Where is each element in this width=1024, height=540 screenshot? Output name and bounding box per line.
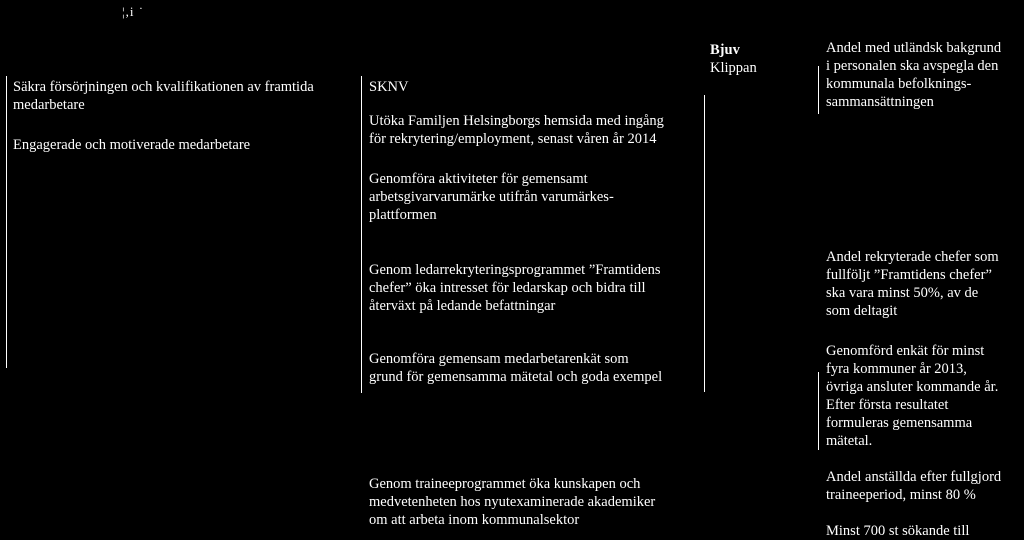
- activity-line: arbetsgivarvarumärke utifrån varumärkes-: [369, 189, 614, 205]
- activity-website: [369, 112, 664, 148]
- activity-staff-survey: [369, 350, 662, 386]
- activity-line: Genomföra gemensam medarbetarenkät som: [369, 351, 629, 367]
- activity-line: för rekrytering/employment, senast våren år 2014: [369, 131, 657, 147]
- measure-line: Andel med utländsk bakgrund: [826, 40, 1002, 56]
- municipality-klippan: Klippan: [710, 60, 757, 76]
- goal-line: Engagerade och motiverade medarbetare: [13, 137, 251, 153]
- measure-line: mätetal.: [826, 433, 873, 449]
- activity-line: chefer” öka intresset för ledarskap och bidra till: [369, 280, 646, 296]
- column-divider-measures: [818, 66, 819, 114]
- activity-line: plattformen: [369, 207, 437, 223]
- measure-line: Andel rekryterade chefer som: [826, 249, 999, 265]
- activity-employer-brand: [369, 170, 614, 224]
- activity-line: Genom ledarrekryteringsprogrammet ”Framtidens: [369, 262, 661, 278]
- measure-line: i personalen ska avspegla den: [826, 58, 999, 74]
- measure-line: övriga ansluter kommande år.: [826, 379, 999, 395]
- goal-line: medarbetare: [13, 97, 85, 113]
- activity-line: Genom traineeprogrammet öka kunskapen och: [369, 476, 641, 492]
- activity-line: återväxt på ledande befattningar: [369, 298, 556, 314]
- activity-line: om att arbeta inom kommunalsektor: [369, 512, 580, 528]
- measure-foreign-background: [826, 39, 1001, 111]
- measure-line: [826, 504, 1001, 522]
- activity-leadership-program: [369, 261, 661, 315]
- column-divider-left: [6, 76, 7, 368]
- responsible-municipalities: [710, 41, 757, 77]
- measure-leadership-completion: [826, 248, 999, 320]
- measure-line: sammansättningen: [826, 94, 934, 110]
- measure-line: som deltagit: [826, 303, 898, 319]
- measure-line: Genomförd enkät för minst: [826, 343, 985, 359]
- activity-line: Utöka Familjen Helsingborgs hemsida med ingång: [369, 113, 664, 129]
- measure-line: formuleras gemensamma: [826, 415, 973, 431]
- measure-line: traineeperiod, minst 80 %: [826, 487, 976, 503]
- goal-secure-staffing: [13, 78, 314, 114]
- header-scan-mark: ¦,i ˙: [122, 4, 145, 19]
- measure-line: fullföljt ”Framtidens chefer”: [826, 267, 992, 283]
- activity-line: medvetenheten hos nyutexaminerade akademiker: [369, 494, 656, 510]
- goal-line: Säkra försörjningen och kvalifikationen av framtida: [13, 79, 314, 95]
- measure-trainee-retention: [826, 468, 1001, 540]
- municipality-bjuv: Bjuv: [710, 42, 740, 58]
- org-label: SKNV: [369, 79, 409, 95]
- column-divider-middle: [361, 76, 362, 393]
- measure-survey-completion: [826, 342, 998, 450]
- goal-engaged-staff: [13, 136, 250, 154]
- column-divider-measures-lower: [818, 372, 819, 450]
- activity-line: Genomföra aktiviteter för gemensamt: [369, 171, 588, 187]
- measure-line: kommunala befolknings-: [826, 76, 972, 92]
- column-divider-right: [704, 95, 705, 392]
- measure-line: fyra kommuner år 2013,: [826, 361, 967, 377]
- measure-line: Efter första resultatet: [826, 397, 949, 413]
- measure-line: Andel anställda efter fullgjord: [826, 469, 1002, 485]
- measure-line: Minst 700 st sökande till: [826, 523, 970, 539]
- measure-line: ska vara minst 50%, av de: [826, 285, 979, 301]
- activity-trainee-program: [369, 475, 655, 529]
- activity-line: grund för gemensamma mätetal och goda exempel: [369, 369, 663, 385]
